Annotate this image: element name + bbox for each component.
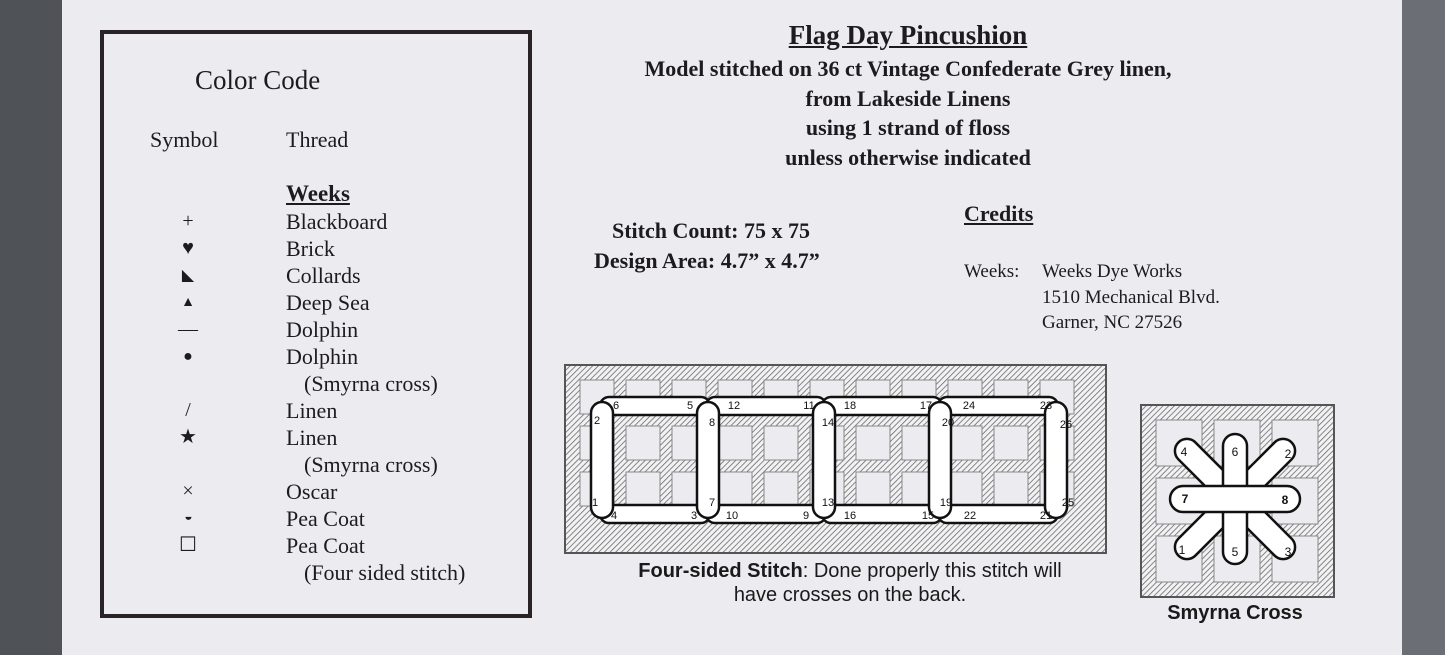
four-sided-caption-text: : Done properly this stitch will	[802, 560, 1062, 582]
model-line: using 1 strand of floss	[805, 115, 1011, 140]
stitch-number: 20	[941, 417, 955, 429]
stitch-number: 7	[1181, 492, 1189, 506]
star-icon: ★	[179, 426, 197, 448]
triangle-icon: ▲	[181, 295, 195, 310]
dot-icon: ●	[183, 348, 193, 365]
smyrna-cross-diagram	[1138, 402, 1338, 600]
thread-name: Linen	[286, 425, 338, 450]
thread-column-header: Thread	[286, 127, 349, 152]
stitch-number: 23	[1039, 400, 1053, 412]
stitch-count: Stitch Count: 75 x 75	[612, 218, 811, 243]
stitch-number: 8	[1281, 493, 1289, 507]
stitch-number: 1	[1178, 543, 1186, 557]
credits-heading: Credits	[964, 201, 1034, 226]
fabric-hole	[994, 472, 1028, 506]
color-code-title: Color Code	[195, 65, 321, 95]
plus-icon: +	[182, 210, 194, 232]
stitch-number: 4	[610, 510, 618, 522]
slash-icon: /	[185, 399, 191, 421]
fabric-hole	[764, 426, 798, 460]
stitch-number: 24	[962, 400, 976, 412]
stitch-number: 18	[843, 400, 857, 412]
fabric-hole	[718, 472, 752, 506]
corner-triangle-icon: ◣	[181, 267, 195, 284]
thread-note: (Four sided stitch)	[304, 560, 466, 585]
pattern-title: Flag Day Pincushion	[788, 20, 1028, 50]
stitch-number: 11	[803, 400, 815, 412]
thread-name: Brick	[286, 236, 335, 261]
stitch-number: 12	[727, 400, 741, 412]
stitch-number: 26	[1059, 419, 1073, 431]
four-sided-caption-title: Four-sided Stitch	[638, 560, 803, 582]
stitch-number: 2	[1284, 447, 1292, 461]
four-sided-stitch-diagram	[562, 362, 1110, 558]
four-sided-caption	[560, 559, 1140, 607]
fabric-hole	[948, 472, 982, 506]
stitch-number: 6	[1231, 445, 1239, 459]
fabric-hole	[856, 426, 890, 460]
x-icon: ×	[182, 480, 194, 502]
stitch-number: 22	[963, 510, 977, 522]
brand-heading: Weeks	[286, 181, 350, 206]
half-circle-icon: ◗	[180, 514, 196, 523]
square-icon: ☐	[179, 534, 197, 556]
stitch-number: 1	[591, 497, 599, 509]
thread-name: Pea Coat	[286, 533, 365, 558]
thread-name: Dolphin	[286, 317, 359, 342]
stitch-oval	[1170, 486, 1300, 512]
stitch-number: 3	[690, 510, 698, 522]
thread-name: Dolphin	[286, 344, 359, 369]
stitch-number: 14	[821, 417, 835, 429]
thread-name: Deep Sea	[286, 290, 370, 315]
symbol-column-header: Symbol	[150, 127, 219, 152]
thread-name: Collards	[286, 263, 361, 288]
thread-note: (Smyrna cross)	[304, 452, 438, 477]
stitch-number: 2	[593, 415, 601, 427]
stitch-number: 16	[843, 510, 857, 522]
model-line: Model stitched on 36 ct Vintage Confederate Grey linen,	[644, 56, 1172, 81]
four-sided-caption-text: have crosses on the back.	[733, 584, 967, 606]
stitch-number: 5	[1231, 545, 1239, 559]
stitch-number: 17	[919, 400, 933, 412]
smyrna-caption: Smyrna Cross	[1167, 602, 1303, 624]
stitch-number: 4	[1180, 445, 1188, 459]
stitch-number: 10	[725, 510, 739, 522]
thread-name: Pea Coat	[286, 506, 365, 531]
credits-line: 1510 Mechanical Blvd.	[1042, 287, 1220, 308]
model-line: from Lakeside Linens	[805, 86, 1011, 111]
fabric-hole	[626, 426, 660, 460]
credits-line: Weeks Dye Works	[1042, 261, 1183, 282]
thread-name: Blackboard	[286, 209, 388, 234]
stitch-number: 7	[708, 497, 716, 509]
stitch-number: 6	[612, 400, 620, 412]
stitch-number: 13	[821, 497, 835, 509]
heart-icon: ♥	[182, 237, 194, 259]
thread-note: (Smyrna cross)	[304, 371, 438, 396]
fabric-hole	[626, 472, 660, 506]
fabric-hole	[856, 472, 890, 506]
credits-line: Garner, NC 27526	[1042, 312, 1183, 333]
thread-name: Linen	[286, 398, 338, 423]
stitch-number: 19	[939, 497, 953, 509]
fabric-hole	[948, 426, 982, 460]
stitch-number: 3	[1284, 545, 1292, 559]
fabric-hole	[764, 472, 798, 506]
credits-label: Weeks:	[964, 261, 1020, 282]
stitch-number: 8	[708, 417, 716, 429]
stitch-number: 9	[802, 510, 810, 522]
stitch-number: 25	[1061, 497, 1075, 509]
fabric-hole	[718, 426, 752, 460]
stitch-number: 15	[921, 510, 935, 522]
model-line: unless otherwise indicated	[785, 145, 1031, 170]
design-area: Design Area: 4.7” x 4.7”	[594, 248, 820, 273]
background-edge	[1402, 0, 1445, 655]
dash-icon: —	[178, 318, 198, 340]
stitch-number: 5	[686, 400, 694, 412]
stitch-number: 21	[1039, 510, 1053, 522]
fabric-hole	[994, 426, 1028, 460]
thread-name: Oscar	[286, 479, 338, 504]
